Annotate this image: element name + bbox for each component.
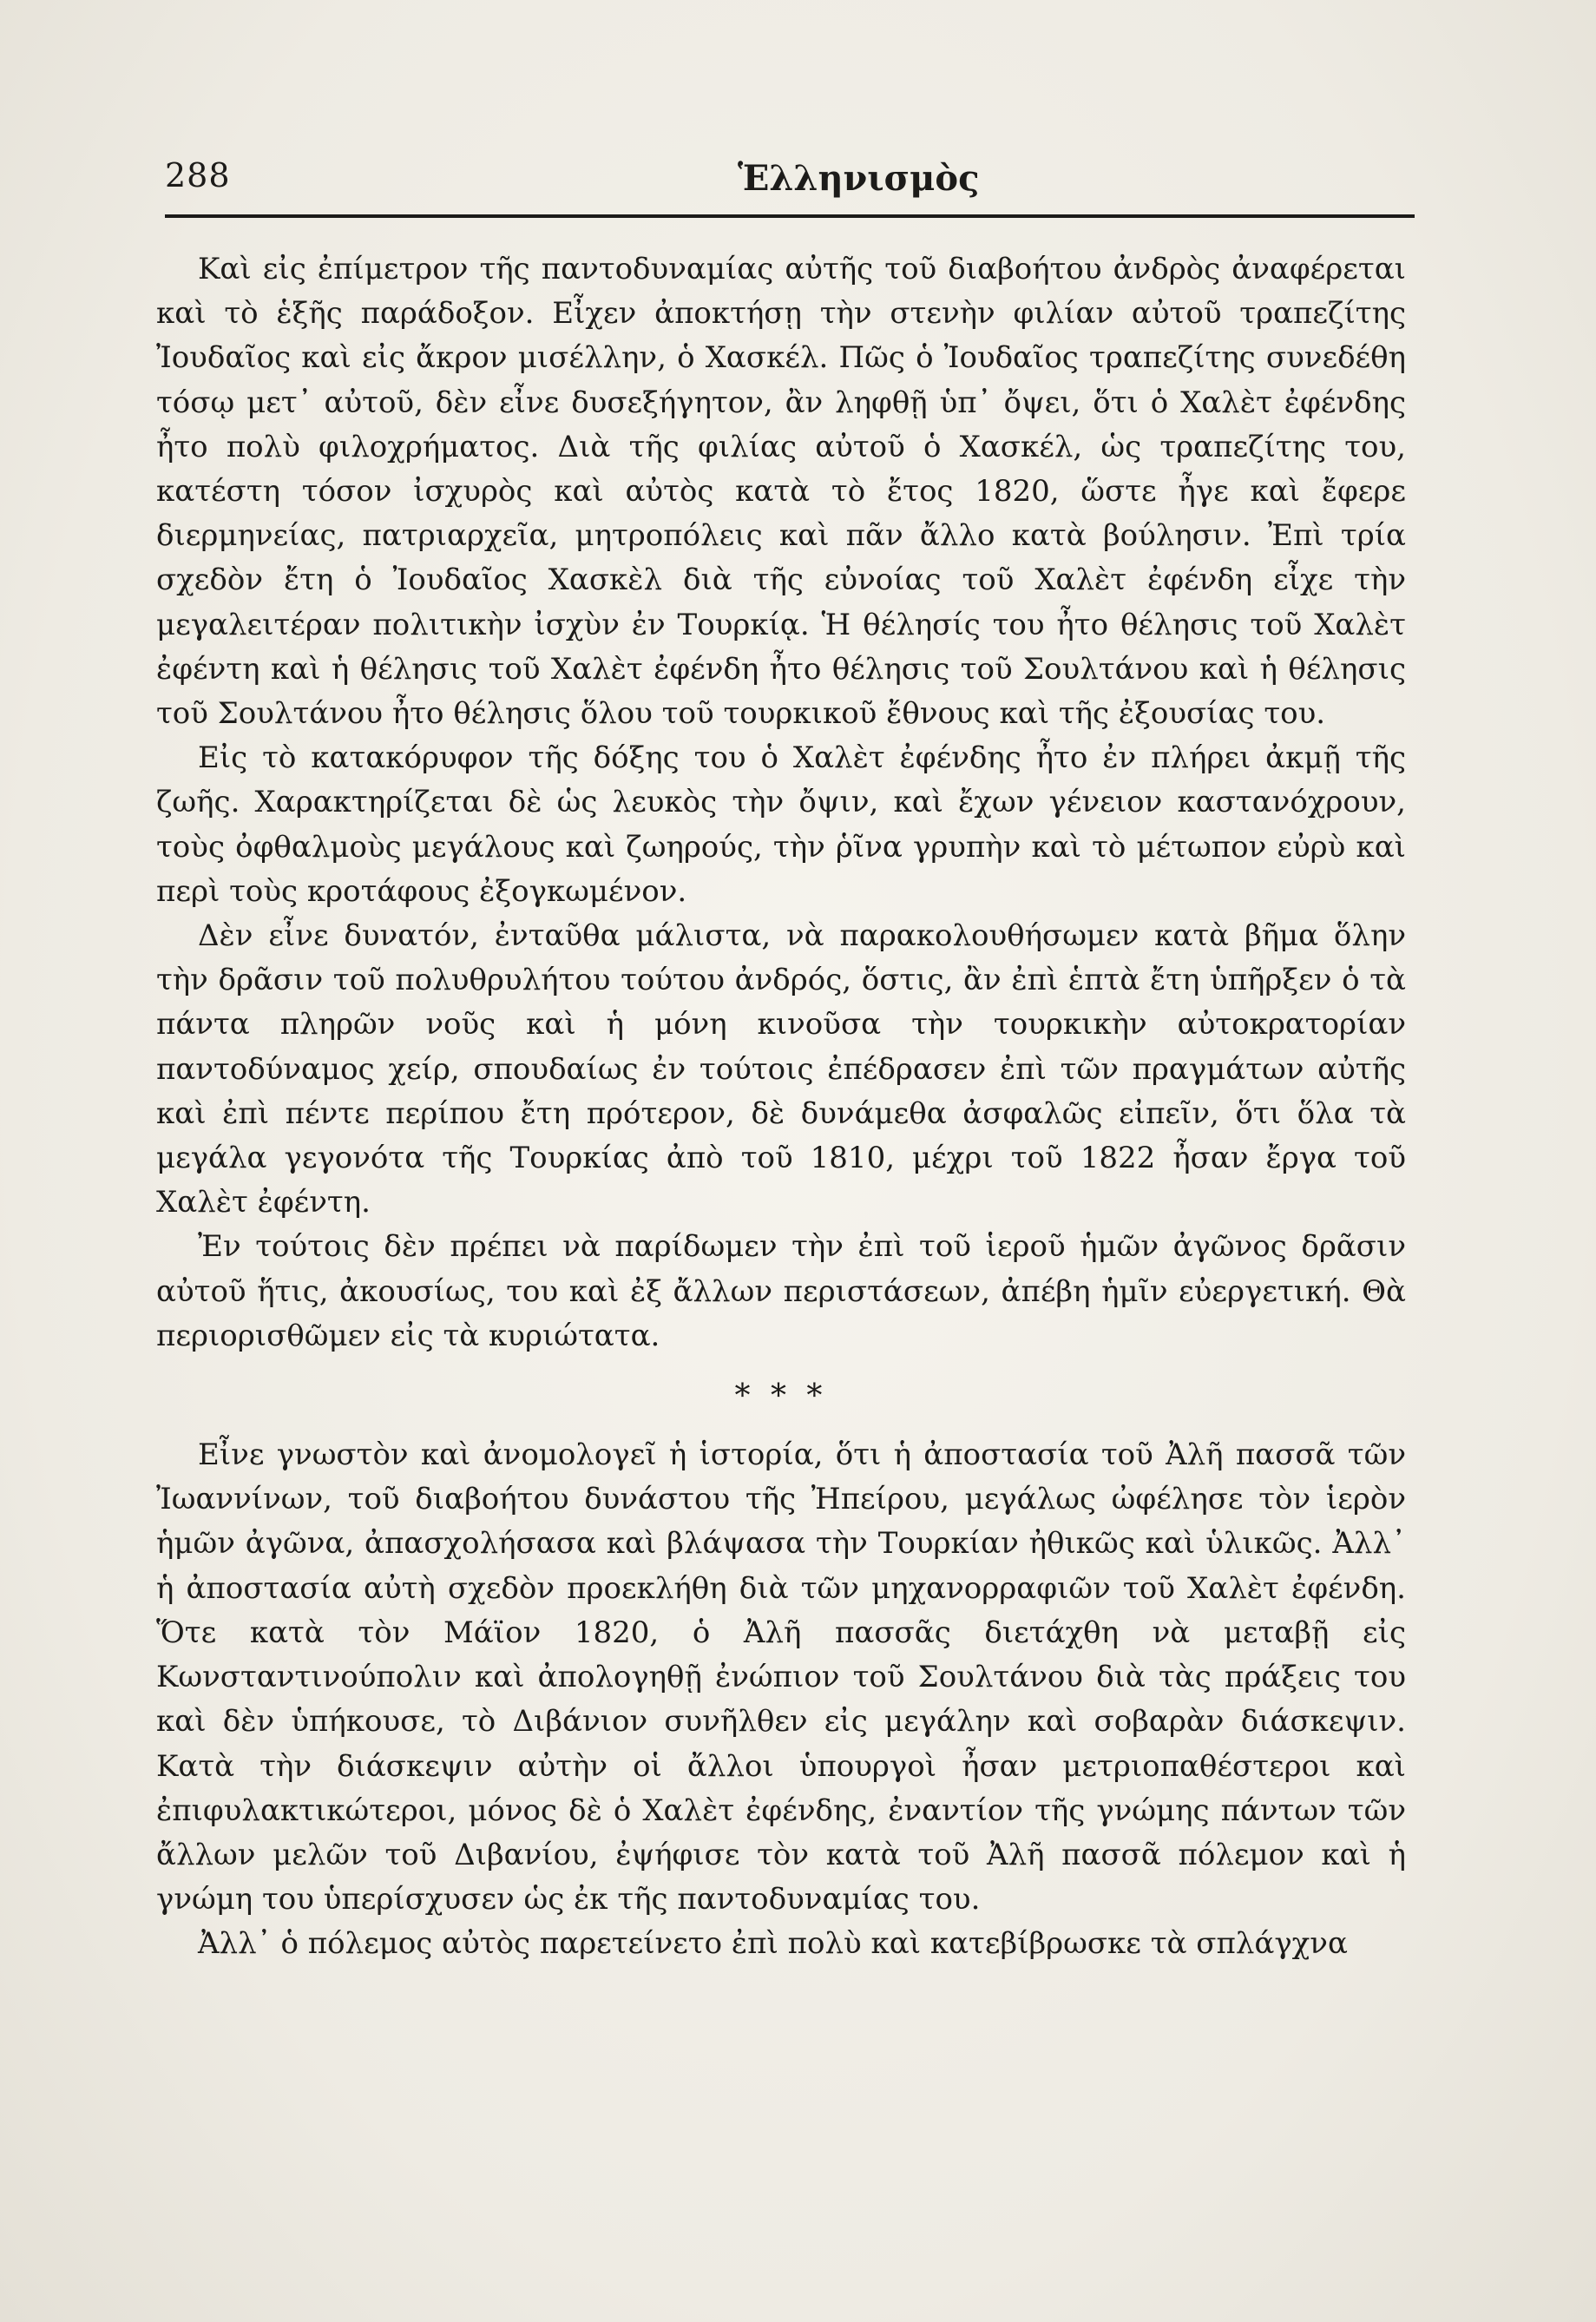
body-text xyxy=(156,247,1406,1967)
paragraph: Ἀλλ᾽ ὁ πόλεμος αὐτὸς παρετείνετο ἐπὶ πολὺ καὶ κατεβίβρωσκε τὰ σπλάγχνα xyxy=(198,1926,1348,1962)
paragraph: Ἐν τούτοις δὲν πρέπει νὰ παρίδωμεν τὴν ἐπὶ τοῦ ἱεροῦ ἡμῶν ἀγῶνος δρᾶσιν αὐτοῦ ἥτις, ἀκουσίως, του καὶ ἐξ ἄλλων περιστάσεων, ἀπέβη ἡμῖν εὐεργετική. Θὰ περιορισθῶμεν εἰς τὰ κυριώτατα. xyxy=(156,1229,1406,1353)
page-number: 288 xyxy=(165,156,231,194)
page-header xyxy=(165,148,1415,217)
paragraph: Εἰς τὸ κατακόρυφον τῆς δόξης του ὁ Χαλὲτ ἐφένδης ἦτο ἐν πλήρει ἀκμῇ τῆς ζωῆς. Χαρακτηρίζεται δὲ ὡς λευκὸς τὴν ὄψιν, καὶ ἔχων γένειον καστανόχρουν, τοὺς ὀφθαλμοὺς μεγάλους καὶ ζωηρούς, τὴν ῥῖνα γρυπὴν καὶ τὸ μέτωπον εὐρὺ καὶ περὶ τοὺς κροτάφους ἐξογκωμένον. xyxy=(156,740,1406,909)
running-title: Ἑλληνισμὸς xyxy=(738,158,980,199)
paragraph: Καὶ εἰς ἐπίμετρον τῆς παντοδυναμίας αὐτῆς τοῦ διαβοήτου ἀνδρὸς ἀναφέρεται καὶ τὸ ἑξῆς παράδοξον. Εἶχεν ἀποκτήσῃ τὴν στενὴν φιλίαν αὐτοῦ τραπεζίτης Ἰουδαῖος καὶ εἰς ἄκρον μισέλλην, ὁ Χασκέλ. Πῶς ὁ Ἰουδαῖος τραπεζίτης συνεδέθη τόσῳ μετ᾽ αὐτοῦ, δὲν εἶνε δυσεξήγητον, ἂν ληφθῇ ὑπ᾽ ὄψει, ὅτι ὁ Χαλὲτ ἐφένδης ἦτο πολὺ φιλοχρήματος. Διὰ τῆς φιλίας αὐτοῦ ὁ Χασκέλ, ὡς τραπεζίτης του, κατέστη τόσον ἰσχυρὸς καὶ αὐτὸς κατὰ τὸ ἔτος 1820, ὥστε ἦγε καὶ ἔφερε διερμηνείας, πατριαρχεῖα, μητροπόλεις καὶ πᾶν ἄλλο κατὰ βούλησιν. Ἐπὶ τρία σχεδὸν ἔτη ὁ Ἰουδαῖος Χασκὲλ διὰ τῆς εὐνοίας τοῦ Χαλὲτ ἐφένδη εἶχε τὴν μεγαλειτέραν πολιτικὴν ἰσχὺν ἐν Τουρκίᾳ. Ἡ θέλησίς του ἦτο θέλησις τοῦ Χαλὲτ ἐφέντη καὶ ἡ θέλησις τοῦ Χαλὲτ ἐφένδη ἦτο θέλησις τοῦ Σουλτάνου καὶ ἡ θέλησις τοῦ Σουλτάνου ἦτο θέλησις ὅλου τοῦ τουρκικοῦ ἔθνους καὶ τῆς ἐξουσίας του. xyxy=(156,252,1406,732)
section-break-asterisks: * * * xyxy=(734,1378,828,1415)
header-rule xyxy=(165,214,1415,218)
paragraph: Εἶνε γνωστὸν καὶ ἀνομολογεῖ ἡ ἱστορία, ὅτι ἡ ἀποστασία τοῦ Ἀλῆ πασσᾶ τῶν Ἰωαννίνων, τοῦ διαβοήτου δυνάστου τῆς Ἠπείρου, μεγάλως ὠφέλησε τὸν ἱερὸν ἡμῶν ἀγῶνα, ἀπασχολήσασα καὶ βλάψασα τὴν Τουρκίαν ἠθικῶς καὶ ὑλικῶς. Ἀλλ᾽ ἡ ἀποστασία αὐτὴ σχεδὸν προεκλήθη διὰ τῶν μηχανορραφιῶν τοῦ Χαλὲτ ἐφένδη. Ὅτε κατὰ τὸν Μάϊον 1820, ὁ Ἀλῆ πασσᾶς διετάχθη νὰ μεταβῇ εἰς Κωνσταντινούπολιν καὶ ἀπολογηθῇ ἐνώπιον τοῦ Σουλτάνου διὰ τὰς πράξεις του καὶ δὲν ὑπήκουσε, τὸ Διβάνιον συνῆλθεν εἰς μεγάλην καὶ σοβαρὰν διάσκεψιν. Κατὰ τὴν διάσκεψιν αὐτὴν οἱ ἄλλοι ὑπουργοὶ ἦσαν μετριοπαθέστεροι καὶ ἐπιφυλακτικώτεροι, μόνος δὲ ὁ Χαλὲτ ἐφένδης, ἐναντίον τῆς γνώμης πάντων τῶν ἄλλων μελῶν τοῦ Διβανίου, ἐψήφισε τὸν κατὰ τοῦ Ἀλῆ πασσᾶ πόλεμον καὶ ἡ γνώμη του ὑπερίσχυσεν ὡς ἐκ τῆς παντοδυναμίας του. xyxy=(156,1437,1406,1917)
paragraph: Δὲν εἶνε δυνατόν, ἐνταῦθα μάλιστα, νὰ παρακολουθήσωμεν κατὰ βῆμα ὅλην τὴν δρᾶσιν τοῦ πολυθρυλήτου τούτου ἀνδρός, ὅστις, ἂν ἐπὶ ἑπτὰ ἔτη ὑπῆρξεν ὁ τὰ πάντα πληρῶν νοῦς καὶ ἡ μόνη κινοῦσα τὴν τουρκικὴν αὐτοκρατορίαν παντοδύναμος χείρ, σπουδαίως ἐν τούτοις ἐπέδρασεν ἐπὶ τῶν πραγμάτων αὐτῆς καὶ ἐπὶ πέντε περίπου ἔτη πρότερον, δὲ δυνάμεθα ἀσφαλῶς εἰπεῖν, ὅτι ὅλα τὰ μεγάλα γεγονότα τῆς Τουρκίας ἀπὸ τοῦ 1810, μέχρι τοῦ 1822 ἦσαν ἔργα τοῦ Χαλὲτ ἐφέντη. xyxy=(156,918,1406,1220)
